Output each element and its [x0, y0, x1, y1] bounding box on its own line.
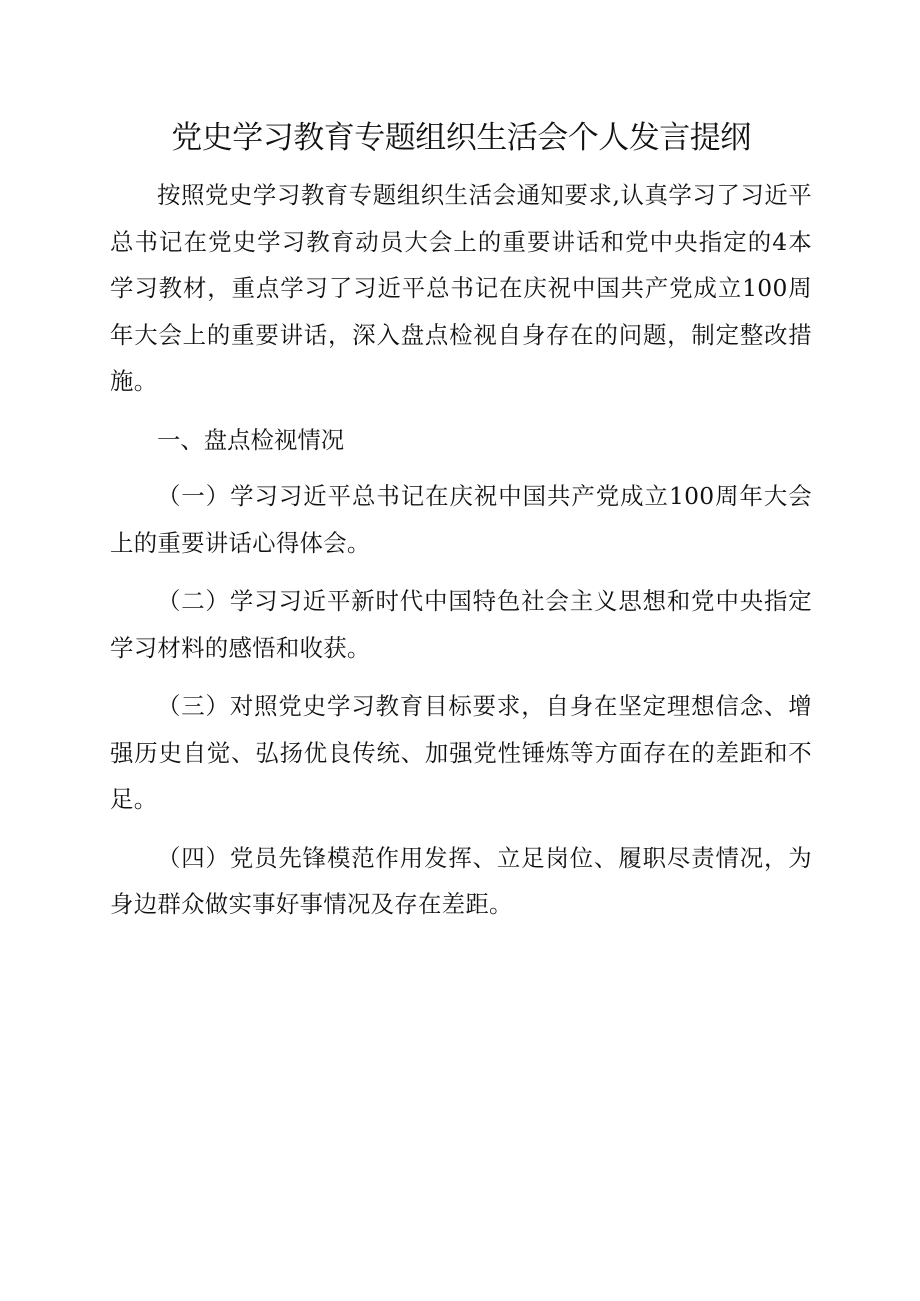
document-body [110, 112, 812, 940]
list-item: （三）对照党史学习教育目标要求，自身在坚定理想信念、增强历史自觉、弘扬优良传统、加强党性锤炼等方面存在的差距和不足。 [110, 692, 812, 813]
document-title: 党史学习教育专题组织生活会个人发言提纲 [171, 120, 751, 156]
list-item: （二）学习习近平新时代中国特色社会主义思想和党中央指定学习材料的感悟和收获。 [110, 587, 812, 662]
section-heading: 一、盘点检视情况 [157, 425, 345, 454]
list-item: （四）党员先锋模范作用发挥、立足岗位、履职尽责情况，为身边群众做实事好事情况及存在差距。 [110, 843, 812, 918]
list-item: （一）学习习近平总书记在庆祝中国共产党成立100周年大会上的重要讲话心得体会。 [110, 482, 812, 557]
intro-paragraph: 按照党史学习教育专题组织生活会通知要求,认真学习了习近平总书记在党史学习教育动员大会上的重要讲话和党中央指定的4本学习教材，重点学习了习近平总书记在庆祝中国共产党成立100周年大会上的重要讲话，深入盘点检视自身存在的问题，制定整改措施。 [110, 181, 812, 395]
